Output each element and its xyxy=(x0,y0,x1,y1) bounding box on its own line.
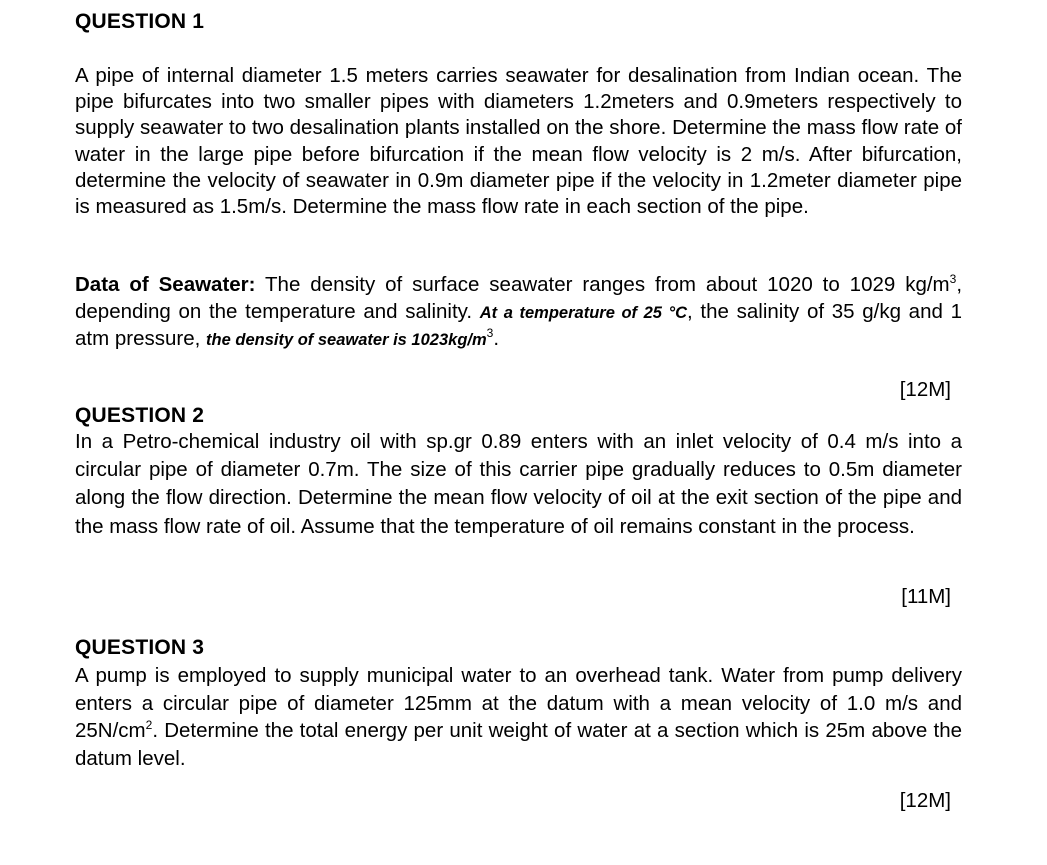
question-3-body-part-2: . Determine the total energy per unit weight of water at a section which is 25m above the datum level. xyxy=(75,719,962,770)
question-3-marks: [12M] xyxy=(899,789,951,812)
seawater-data-sup-1: 3 xyxy=(949,272,957,287)
question-2-marks: [11M] xyxy=(901,585,951,608)
seawater-data-label: Data of Seawater: xyxy=(75,273,256,296)
seawater-data-text-2: , depending on the temperature and salinity. xyxy=(75,273,963,323)
seawater-data-text-1: The density of surface seawater ranges from about 1020 to 1029 kg/m xyxy=(255,273,950,296)
question-1-heading: QUESTION 1 xyxy=(75,10,205,33)
seawater-temperature-note: At a temperature of 25 °C xyxy=(479,303,688,322)
question-2-heading: QUESTION 2 xyxy=(75,404,205,427)
question-1-marks: [12M] xyxy=(899,378,951,401)
seawater-density-note: the density of seawater is 1023kg/m xyxy=(206,331,487,350)
seawater-data-paragraph xyxy=(75,272,962,354)
question-3-body-part-1: A pump is employed to supply municipal water to an overhead tank. Water from pump delivery enters a circular pipe of diameter 125mm at the datum with a mean velocity of 1.0 m/s and 25N/cm xyxy=(75,664,962,743)
seawater-data-text-3: , the salinity of 35 g/kg and 1 atm pressure, xyxy=(75,299,962,351)
question-3-heading: QUESTION 3 xyxy=(75,636,205,659)
question-2-body: In a Petro-chemical industry oil with sp.gr 0.89 enters with an inlet velocity of 0.4 m/s into a circular pipe of diameter 0.7m. The size of this carrier pipe gradually reduces to 0.5m diameter along the flow direction. Determine the mean flow velocity of oil at the exit section of the pipe and the mass flow rate of oil. Assume that the temperature of oil remains constant in the process. xyxy=(75,430,962,538)
question-1-body: A pipe of internal diameter 1.5 meters carries seawater for desalination from Indian ocean. The pipe bifurcates into two smaller pipes with diameters 1.2meters and 0.9meters respectively to supply seawater to two desalination plants installed on the shore. Determine the mass flow rate of water in the large pipe before bifurcation if the mean flow velocity is 2 m/s. After bifurcation, determine the velocity of seawater in 0.9m diameter pipe if the velocity in 1.2meter diameter pipe is measured as 1.5m/s. Determine the mass flow rate in each section of the pipe. xyxy=(75,64,962,219)
question-3-body xyxy=(75,662,962,772)
seawater-data-sup-2: 3 xyxy=(486,326,494,341)
question-3-sup: 2 xyxy=(145,718,153,733)
seawater-data-end: . xyxy=(493,327,500,351)
